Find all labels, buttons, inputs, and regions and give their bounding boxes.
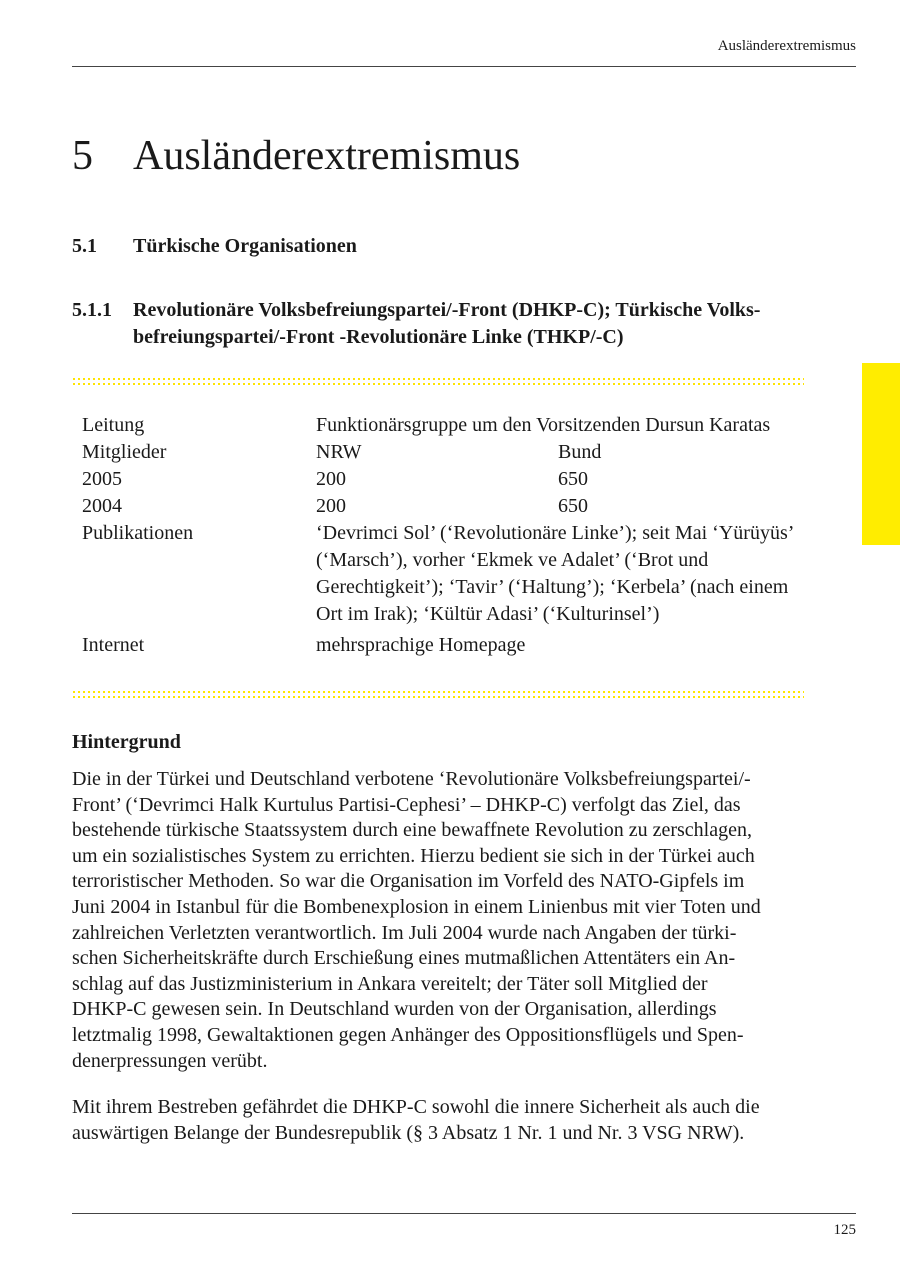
row-year	[82, 493, 812, 520]
row-internet	[82, 632, 812, 659]
row-label: Leitung	[82, 414, 145, 436]
subsection-number: 5.1.1	[72, 299, 112, 321]
section-heading	[72, 233, 812, 260]
text-line: um ein sozialistisches System zu errichten. Hierzu bedient sie sich in der Türkei auch	[72, 844, 755, 867]
footer-rule	[72, 1213, 856, 1214]
text-line: Die in der Türkei und Deutschland verbotene ‘Revolutionäre Volksbefreiungspartei/-	[72, 768, 751, 790]
row-value: mehrsprachige Homepage	[316, 634, 526, 656]
chapter-title	[72, 128, 520, 184]
section-title: Türkische Organisationen	[133, 235, 357, 257]
col-header-bund: Bund	[558, 441, 602, 463]
row-leitung	[82, 412, 812, 439]
row-label: Internet	[82, 634, 145, 656]
text-line: schen Sicherheitskräfte durch Erschießung eines mutmaßlichen Attentäters ein An-	[72, 947, 736, 970]
text-line: Mit ihrem Bestreben gefährdet die DHKP-C sowohl die innere Sicherheit als auch die	[72, 1096, 760, 1118]
section-number: 5.1	[72, 235, 97, 257]
row-label: Mitglieder	[82, 441, 167, 463]
nrw-value: 200	[316, 495, 346, 517]
text-line: bestehende türkische Staatssystem durch eine bewaffnete Revolution zu zerschlagen,	[72, 819, 752, 842]
year-label: 2004	[82, 495, 122, 517]
chapter-color-tab	[862, 363, 900, 545]
col-header-nrw: NRW	[316, 441, 362, 463]
text-line: schlag auf das Justizministerium in Ankara vereitelt; der Täter soll Mitglied der	[72, 972, 708, 995]
chapter-title-text: Ausländerextremismus	[133, 133, 521, 179]
paragraph-1	[72, 767, 802, 1074]
text-line: terroristischer Methoden. So war die Organisation im Vorfeld des NATO-Gipfels im	[72, 870, 745, 893]
info-table	[82, 412, 812, 659]
chapter-number: 5	[72, 133, 93, 179]
header-rule	[72, 66, 856, 67]
row-label: Publikationen	[82, 522, 194, 544]
text-line: DHKP-C gewesen sein. In Deutschland wurden von der Organisation, allerdings	[72, 998, 717, 1021]
row-mitglieder	[82, 439, 812, 466]
row-value: Funktionärsgruppe um den Vorsitzenden Dursun Karatas	[316, 414, 771, 436]
paragraph-2	[72, 1095, 802, 1146]
row-year	[82, 466, 812, 493]
dotted-divider-top	[72, 377, 804, 387]
text-line: denerpressungen verübt.	[72, 1049, 268, 1072]
dotted-divider-bottom	[72, 690, 804, 700]
bund-value: 650	[558, 468, 588, 490]
row-value: ‘Devrimci Sol’ (‘Revolutionäre Linke’); seit Mai ‘Yürüyüs’ (‘Marsch’), vorher ‘Ekmek ve Adalet’ (‘Brot und Gerechtigkeit’); ‘Tavir’ (‘Haltung’); ‘Kerbela’ (nach einem Ort im Irak); ‘Kültür Adasi’ (‘Kulturinsel’)	[316, 522, 793, 625]
hintergrund-heading: Hintergrund	[72, 731, 181, 753]
subsection-title: Revolutionäre Volksbefreiungspartei/-Front (DHKP-C); Türkische Volks-befreiungspartei/-Front -Revolutionäre Linke (THKP/-C)	[133, 299, 761, 348]
text-line: letztmalig 1998, Gewaltaktionen gegen Anhänger des Oppositionsflügels und Spen-	[72, 1023, 744, 1046]
text-line: auswärtigen Belange der Bundesrepublik (§ 3 Absatz 1 Nr. 1 und Nr. 3 VSG NRW).	[72, 1121, 745, 1144]
page-number: 125	[833, 1222, 856, 1238]
text-line: Front’ (‘Devrimci Halk Kurtulus Partisi-Cephesi’ – DHKP-C) verfolgt das Ziel, das	[72, 793, 741, 816]
subsection-heading	[72, 297, 812, 353]
running-header: Ausländerextremismus	[717, 38, 856, 54]
nrw-value: 200	[316, 468, 346, 490]
bund-value: 650	[558, 495, 588, 517]
row-publikationen	[82, 520, 812, 628]
text-line: zahlreichen Verletzten verantwortlich. Im Juli 2004 wurde nach Angaben der türki-	[72, 921, 737, 944]
text-line: Juni 2004 in Istanbul für die Bombenexplosion in einem Linienbus mit vier Toten und	[72, 895, 761, 918]
year-label: 2005	[82, 468, 122, 490]
